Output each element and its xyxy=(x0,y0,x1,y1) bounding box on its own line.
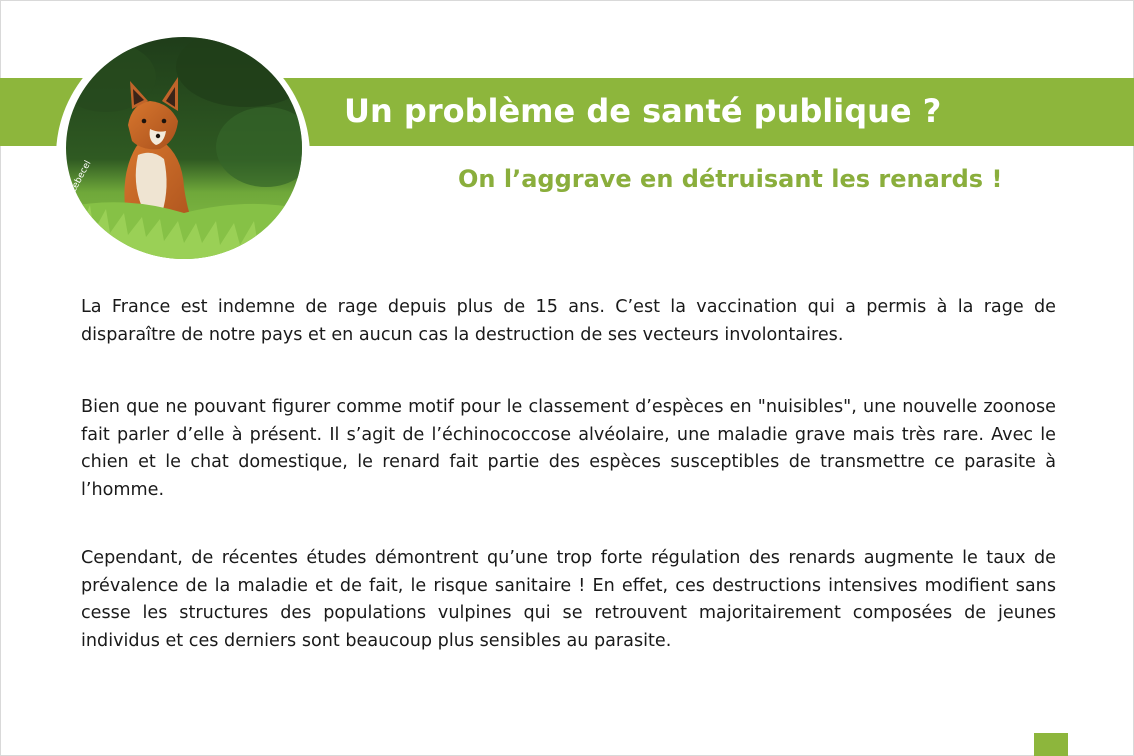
paragraph-zoonose: Bien que ne pouvant figurer comme motif pour le classement d’espèces en "nuisibles", une nouvelle zoonose fait parler d’elle à présent. Il s’agit de l’échinococcose alvéolaire, une maladie grave mais très rare. Avec le chien et le chat domestique, le renard fait partie des espèces susceptibles de transmettre ce parasite à l’homme. xyxy=(81,397,1056,500)
photo-credit: Y. Lebecel xyxy=(64,159,94,203)
fox-photo xyxy=(66,37,302,259)
paragraph-rabies: La France est indemne de rage depuis plus de 15 ans. C’est la vaccination qui a permis à la rage de disparaître de notre pays et en aucun cas la destruction de ses vecteurs involontaires. xyxy=(81,297,1056,345)
paragraph-studies: Cependant, de récentes études démontrent qu’une trop forte régulation des renards augmente le taux de prévalence de la maladie et de fait, le risque sanitaire ! En effet, ces destructions intensives modifient sans cesse les structures des populations vulpines qui se retrouvent majoritairement composées de jeunes individus et ces derniers sont beaucoup plus sensibles au parasite. xyxy=(81,548,1056,651)
corner-accent xyxy=(1034,733,1068,756)
page-subtitle: On l’aggrave en détruisant les renards ! xyxy=(458,165,1003,193)
page-title: Un problème de santé publique ? xyxy=(344,92,942,130)
